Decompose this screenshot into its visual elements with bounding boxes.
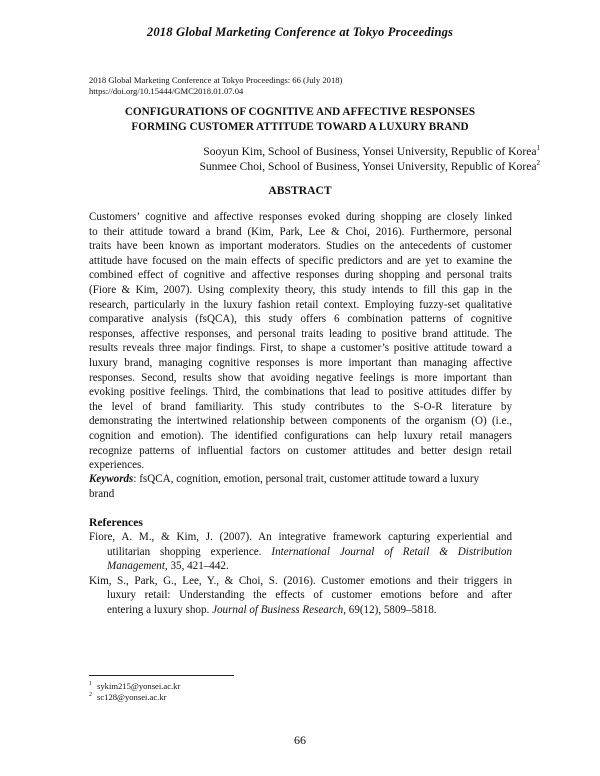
doi-link[interactable]: https://doi.org/10.15444/GMC2018.01.07.04 [89, 86, 244, 96]
reference-line [89, 545, 512, 560]
abstract-line: results reveals three major findings. First, to shape a customer’s positive attitude toward a [89, 342, 512, 355]
abstract-heading: ABSTRACT [268, 184, 332, 197]
page-number: 66 [294, 733, 306, 747]
footnote-email[interactable]: sykim215@yonsei.ac.kr [97, 681, 181, 691]
citation-line: 2018 Global Marketing Conference at Tokyo Proceedings: 66 (July 2018) [89, 75, 343, 85]
reference-text: utilitarian shopping experience. [107, 545, 272, 558]
title-line: FORMING CUSTOMER ATTITUDE TOWARD A LUXURY BRAND [131, 120, 469, 133]
abstract-line: research, particularly in the luxury fashion retail context. Employing fuzzy-set qualitative [89, 298, 512, 311]
paper-title [60, 105, 540, 134]
reference-line: Fiore, A. M., & Kim, J. (2007). An integrative framework capturing experiential and [89, 531, 512, 543]
abstract-line: Customers’ cognitive and affective responses evoked during shopping are closely linked [89, 211, 512, 223]
footnote-mark: 2 [89, 692, 92, 699]
reference-line: luxury retail: Understanding the effects of customer emotions before and after [107, 589, 512, 602]
keywords [89, 472, 512, 501]
abstract-line: comparative analysis (fsQCA), this study offers 6 combination patterns of cognitive [89, 313, 512, 326]
footnote-mark: 1 [536, 144, 540, 153]
journal-title: Journal of Business Research [212, 603, 344, 616]
title-line: CONFIGURATIONS OF COGNITIVE AND AFFECTIVE RESPONSES [124, 106, 476, 118]
abstract-line: traits have been known as important moderators. Studies on the antecedents of customer [89, 240, 512, 253]
journal-title: International Journal of Retail & Distribution [271, 545, 512, 558]
abstract-line: evoking positive feelings. Third, the combinations that lead to positive attitudes differ by [89, 386, 512, 399]
author-line [70, 144, 540, 159]
abstract-line: experiences. [89, 459, 145, 472]
abstract-body [89, 210, 512, 473]
keywords-line [89, 472, 512, 487]
running-head: 2018 Global Marketing Conference at Tokyo Proceedings [146, 25, 454, 39]
abstract-line: to their attitude toward a brand (Kim, Park, Lee & Choi, 2016). Furthermore, personal [89, 225, 512, 238]
citation-block [89, 75, 509, 97]
author-line [70, 159, 540, 174]
abstract-line: responses, affective responses, and personal traits leading to positive brand attitude. The [89, 327, 512, 340]
author-list [70, 144, 540, 174]
footnotes [89, 681, 180, 703]
author-affiliation: Sooyun Kim, School of Business, Yonsei University, Republic of Korea [203, 145, 537, 158]
reference-text: , 35, 421–442. [164, 560, 229, 573]
keywords-text: : fsQCA, cognition, emotion, personal trait, customer attitude toward a luxury [133, 473, 480, 485]
abstract-line: luxury brand, managing cognitive responses is more important than managing affective [89, 356, 512, 369]
abstract-line: cognition and emotion). The identified configurations can help luxury retail managers [89, 429, 512, 442]
journal-title: Management [107, 560, 165, 573]
abstract-line: (Fiore & Kim, 2007). Using complexity theory, this study intends to fill this gap in the [89, 283, 512, 296]
reference-text: entering a luxury shop. [107, 603, 213, 616]
abstract-line: demonstrating the intertwined relationship between components of the organism (O) (i.e., [89, 415, 512, 428]
footnote-mark: 2 [536, 159, 540, 168]
abstract-line: combined effect of cognitive and affective responses during shopping and personal traits [89, 269, 512, 282]
footnote [89, 692, 180, 703]
footnote-divider [89, 675, 234, 676]
abstract-line: the level of brand familiarity. This study contributes to the S-O-R literature by [89, 400, 512, 413]
keywords-label: Keywords [89, 473, 134, 485]
footnote-email[interactable]: sc128@yonsei.ac.kr [97, 692, 167, 702]
footnote-mark: 1 [89, 681, 92, 688]
author-affiliation: Sunmee Choi, School of Business, Yonsei University, Republic of Korea [199, 160, 537, 173]
abstract-line: attitude have focused on the main effects of specific predictors and are yet to examine the [89, 254, 512, 267]
reference-line: Kim, S., Park, G., Lee, Y., & Choi, S. (2016). Customer emotions and their triggers in [89, 574, 512, 587]
reference-line [89, 603, 512, 618]
references-list [89, 530, 512, 618]
reference-line [89, 559, 512, 574]
reference-text: , 69(12), 5809–5818. [343, 603, 437, 616]
abstract-line: responses. Second, results show that avoiding negative feelings is more important than [89, 371, 512, 384]
keywords-line: brand [89, 487, 115, 500]
references-heading: References [89, 516, 143, 529]
abstract-line: recognize patterns of influential factors on customer attitudes and better design retail [89, 444, 512, 457]
footnote [89, 681, 180, 692]
